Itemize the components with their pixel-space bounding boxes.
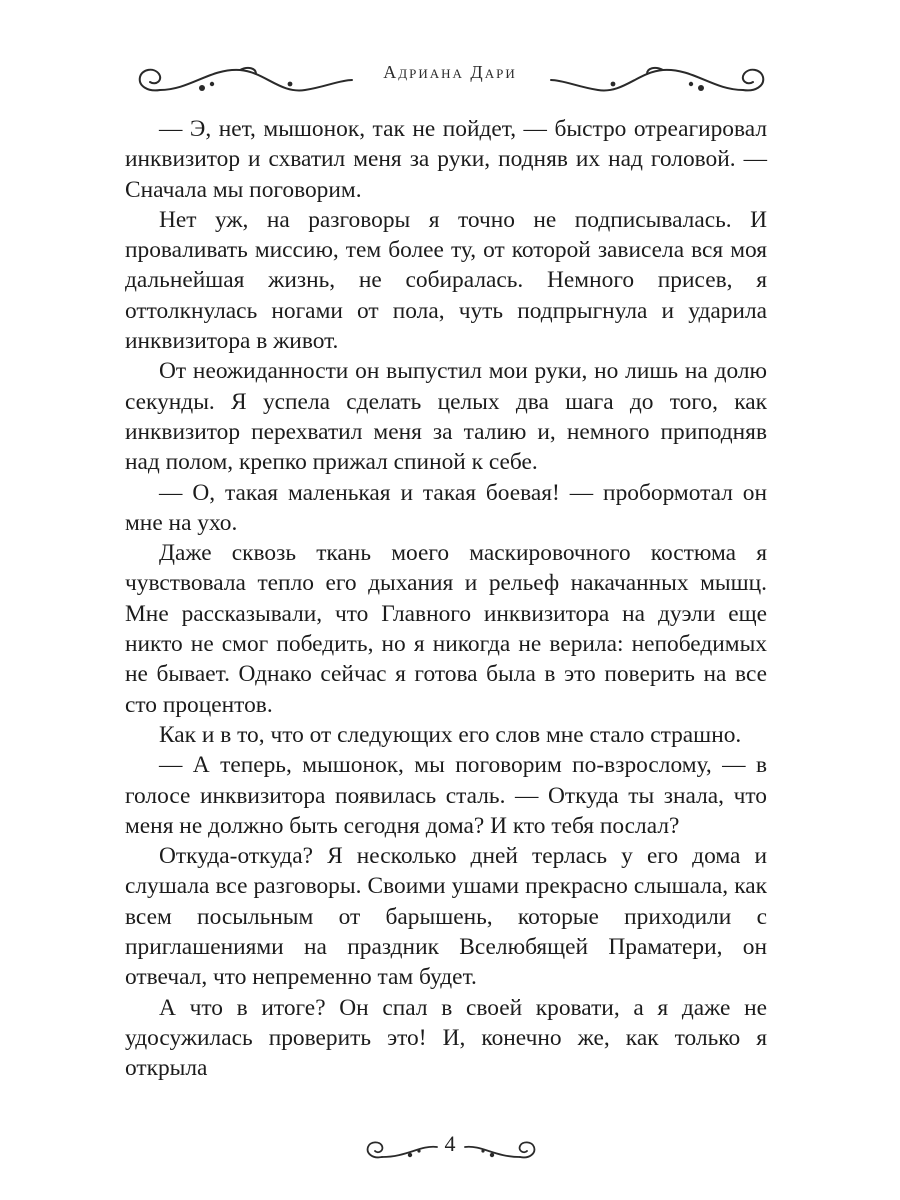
page-number: 4 (444, 1131, 456, 1156)
paragraph: От неожиданности он выпустил мои руки, но лишь на долю секунды. Я успела сделать целых два шага до того, как инквизитор перехватил меня за талию и, немного приподняв над полом, крепко прижал спиной к себе. (125, 358, 767, 476)
right-flourish-icon (548, 60, 773, 104)
body-text (125, 114, 767, 1084)
paragraph: — А теперь, мышонок, мы поговорим по-взрослому, — в голосе инквизитора появилась сталь. — Откуда ты знала, что меня не должно быть сегодня дома? И кто тебя послал? (125, 752, 767, 839)
paragraph: — О, такая маленькая и такая боевая! — пробормотал он мне на ухо. (125, 479, 767, 536)
footer-right-flourish-icon (390, 1135, 540, 1169)
paragraph: Нет уж, на разговоры я точно не подписывалась. И проваливать миссию, тем более ту, от которой зависела вся моя дальнейшая жизнь, не собиралась. Немного присев, я оттолкнулась ногами от пола, чуть подпрыгнула и ударила инквизитора в живот. (125, 206, 767, 355)
paragraph: — Э, нет, мышонок, так не пойдет, — быстро отреагировал инквизитор и схватил меня за руки, подняв их над головой. — Сначала мы поговорим. (125, 116, 767, 203)
running-header (0, 52, 900, 112)
author-name: Адриана Дари (383, 62, 517, 82)
paragraph: Как и в то, что от следующих его слов мне стало страшно. (159, 721, 742, 748)
paragraph: Даже сквозь ткань моего маскировочного костюма я чувствовала тепло его дыхания и рельеф накачанных мышц. Мне рассказывали, что Главного инквизитора на дуэли еще никто не смог победить, но я никогда не верила: непобедимых не бывает. Однако сейчас я готова была в это поверить на все сто процентов. (125, 540, 767, 718)
paragraph: Откуда-откуда? Я несколько дней терлась у его дома и слушала все разговоры. Своими ушами прекрасно слышала, как всем посыльным от барышень, которые приходили с приглашениями на праздник Вселюбящей Праматери, он отвечал, что непременно там будет. (125, 843, 767, 991)
paragraph: А что в итоге? Он спал в своей кровати, а я даже не удосужилась проверить это! И, конечно же, как только я открыла (125, 994, 767, 1082)
page-footer (0, 1125, 900, 1175)
